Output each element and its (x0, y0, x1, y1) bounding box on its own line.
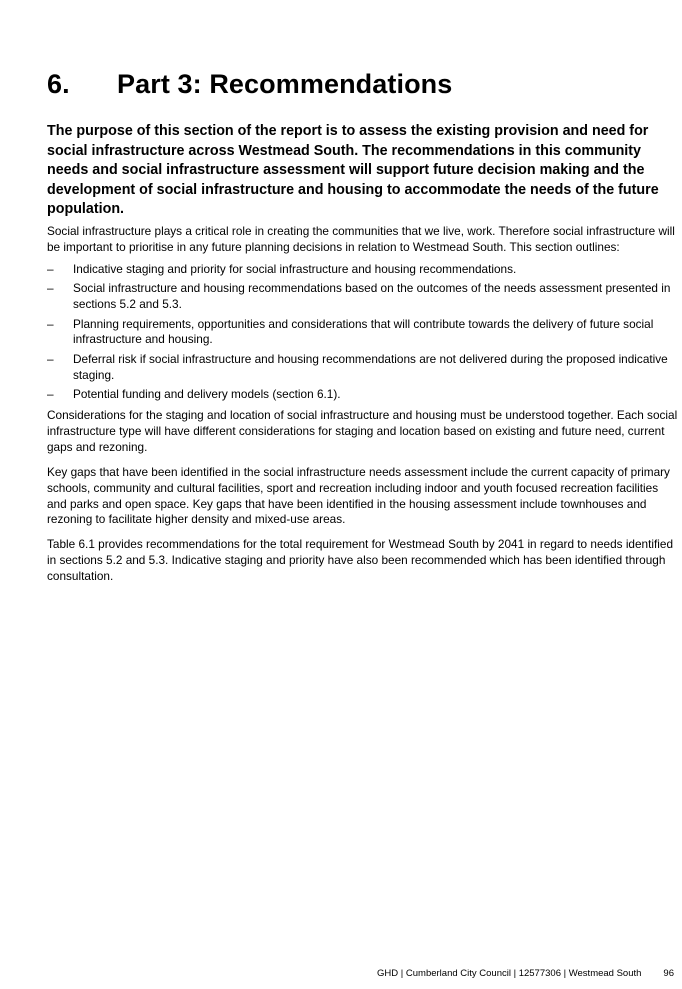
key-gaps-paragraph: Key gaps that have been identified in the social infrastructure needs assessment include the current capacity of primary schools, community and cultural facilities, sport and recreation including indoor and youth focused recreation facilities and parks and open space. Key gaps that have been identified in the housing assessment include townhouses and rezoning to facilitate higher density and mixed-use areas. (47, 464, 670, 527)
staging-paragraph: Considerations for the staging and location of social infrastructure and housing must be understood together. Each social infrastructure type will have different considerations for staging and location based on existing and future need, current gaps and rezoning. (47, 408, 678, 454)
bullet-dash: – (47, 387, 54, 402)
table-reference-paragraph: Table 6.1 provides recommendations for the total requirement for Westmead South by 2041 in regard to needs identified in sections 5.2 and 5.3. Indicative staging and priority have also been recommended which has been identified through consultation. (47, 537, 674, 584)
list-item-text: Planning requirements, opportunities and considerations that will contribute towards the delivery of future social infrastructure and housing. (73, 316, 654, 347)
lead-paragraph: The purpose of this section of the report is to assess the existing provision and need for social infrastructure across Westmead South. The recommendations in this community needs and social infrastructure assessment will support future decision making and the development of social infrastructure and housing to accommodate the needs of the future population. (47, 123, 659, 218)
bullet-dash: – (47, 281, 54, 296)
page-footer (377, 968, 674, 980)
section-body (47, 122, 679, 594)
list-item (47, 317, 679, 349)
page-number: 96 (663, 968, 674, 979)
section-heading (47, 66, 452, 102)
outline-list (47, 262, 679, 403)
bullet-dash: – (47, 351, 54, 366)
bullet-dash: – (47, 316, 54, 331)
bullet-dash: – (47, 261, 54, 276)
list-item-text: Social infrastructure and housing recommendations based on the outcomes of the needs assessment presented in sections 5.2 and 5.3. (73, 281, 671, 312)
intro-paragraph: Social infrastructure plays a critical role in creating the communities that we live, work. Therefore social infrastructure will be important to prioritise in any future planning decisions in relation to Westmead South. This section outlines: (47, 223, 675, 254)
list-item (47, 262, 679, 278)
list-item (47, 352, 679, 384)
section-number: 6. (47, 69, 70, 99)
list-item (47, 281, 679, 313)
list-item-text: Indicative staging and priority for social infrastructure and housing recommendations. (73, 261, 517, 276)
list-item-text: Potential funding and delivery models (section 6.1). (73, 387, 341, 402)
footer-text: GHD | Cumberland City Council | 12577306 | Westmead South (377, 968, 642, 979)
list-item-text: Deferral risk if social infrastructure and housing recommendations are not delivered during the proposed indicative staging. (73, 351, 668, 382)
section-title: Part 3: Recommendations (117, 69, 453, 99)
list-item (47, 387, 679, 403)
